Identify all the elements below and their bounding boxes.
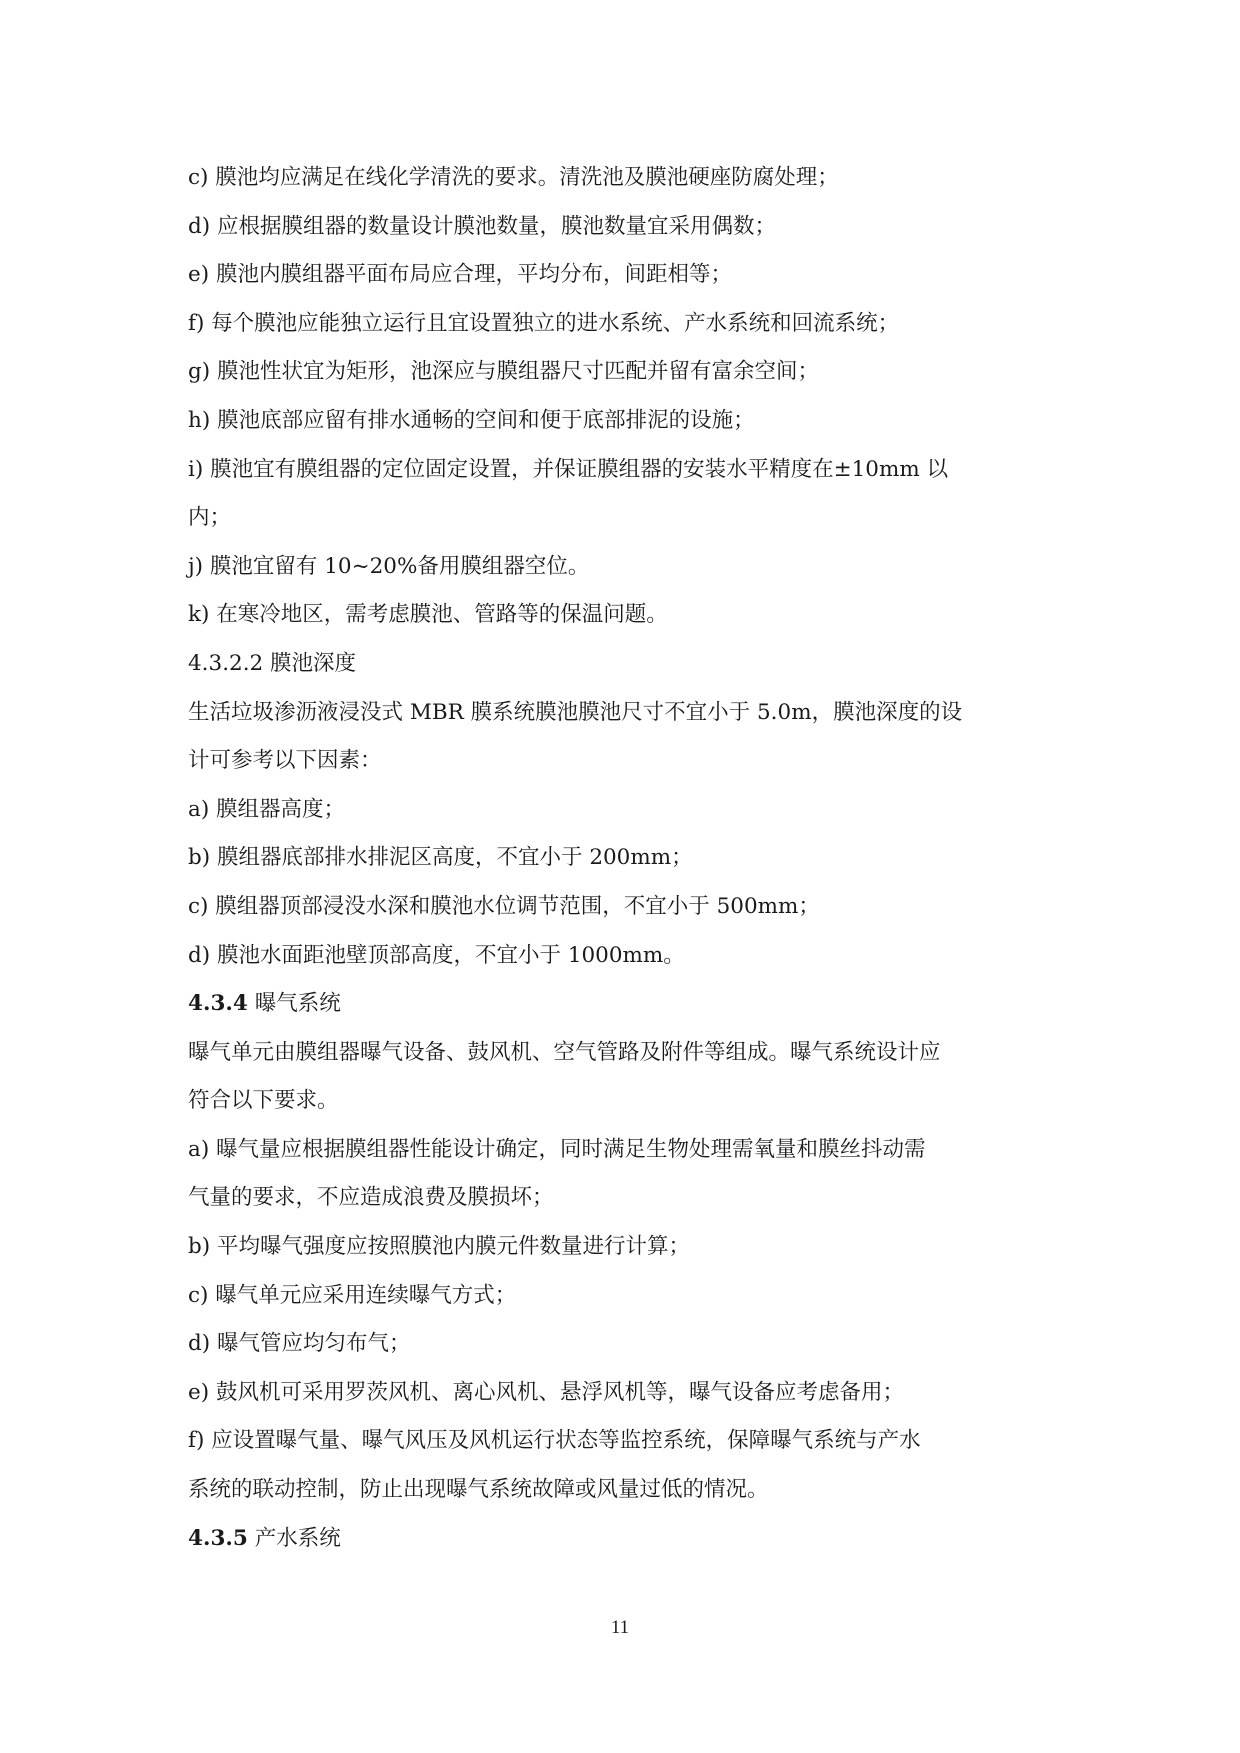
aeration-item-d: d) 曝气管应均匀布气； <box>188 1331 411 1357</box>
list-item-d: d) 应根据膜组器的数量设计膜池数量，膜池数量宜采用偶数； <box>188 213 776 239</box>
aeration-item-e: e) 鼓风机可采用罗茨风机、离心风机、悬浮风机等，曝气设备应考虑备用； <box>188 1379 904 1405</box>
paragraph-aeration-intro-continued: 符合以下要求。 <box>188 1088 339 1114</box>
list-item-i: i) 膜池宜有膜组器的定位固定设置，并保证膜组器的安装水平精度在±10mm 以 <box>188 456 949 482</box>
section-title: 产水系统 <box>247 1525 341 1551</box>
list-item-i-continued: 内； <box>188 505 232 531</box>
list-item-e: e) 膜池内膜组器平面布局应合理，平均分布，间距相等； <box>188 262 732 288</box>
section-heading-435 <box>188 1515 1058 1564</box>
subsection-heading-4322: 4.3.2.2 膜池深度 <box>188 650 357 676</box>
paragraph-aeration-intro: 曝气单元由膜组器曝气设备、鼓风机、空气管路及附件等组成。曝气系统设计应 <box>188 1039 941 1065</box>
page-number: 11 <box>610 1617 630 1638</box>
depth-item-c: c) 膜组器顶部浸没水深和膜池水位调节范围，不宜小于 500mm； <box>188 893 820 919</box>
aeration-item-f: f) 应设置曝气量、曝气风压及风机运行状态等监控系统，保障曝气系统与产水 <box>188 1428 921 1454</box>
list-item-g: g) 膜池性状宜为矩形，池深应与膜组器尺寸匹配并留有富余空间； <box>188 359 819 385</box>
section-heading-434 <box>188 980 1058 1029</box>
paragraph-depth-intro-continued: 计可参考以下因素： <box>188 748 382 774</box>
paragraph-depth-intro: 生活垃圾渗沥液浸没式 MBR 膜系统膜池膜池尺寸不宜小于 5.0m，膜池深度的设 <box>188 699 963 725</box>
list-item-c: c) 膜池均应满足在线化学清洗的要求。清洗池及膜池硬座防腐处理； <box>188 165 839 190</box>
depth-item-b: b) 膜组器底部排水排泥区高度，不宜小于 200mm； <box>188 845 693 871</box>
section-number: 4.3.5 <box>188 1525 248 1551</box>
aeration-item-a: a) 曝气量应根据膜组器性能设计确定，同时满足生物处理需氧量和膜丝抖动需 <box>188 1136 926 1162</box>
list-item-j: j) 膜池宜留有 10~20%备用膜组器空位。 <box>188 553 590 579</box>
page-body <box>188 154 1058 1563</box>
list-item-k: k) 在寒冷地区，需考虑膜池、管路等的保温问题。 <box>188 602 668 628</box>
section-number: 4.3.4 <box>188 991 248 1017</box>
list-item-f: f) 每个膜池应能独立运行且宜设置独立的进水系统、产水系统和回流系统； <box>188 310 900 336</box>
list-item-h: h) 膜池底部应留有排水通畅的空间和便于底部排泥的设施； <box>188 407 755 433</box>
aeration-item-c: c) 曝气单元应采用连续曝气方式； <box>188 1282 517 1308</box>
aeration-item-a-continued: 气量的要求，不应造成浪费及膜损坏； <box>188 1185 554 1211</box>
aeration-item-b: b) 平均曝气强度应按照膜池内膜元件数量进行计算； <box>188 1234 690 1260</box>
depth-item-d: d) 膜池水面距池壁顶部高度，不宜小于 1000mm。 <box>188 942 685 968</box>
section-title: 曝气系统 <box>247 991 341 1017</box>
depth-item-a: a) 膜组器高度； <box>188 796 346 822</box>
aeration-item-f-continued: 系统的联动控制，防止出现曝气系统故障或风量过低的情况。 <box>188 1477 769 1503</box>
